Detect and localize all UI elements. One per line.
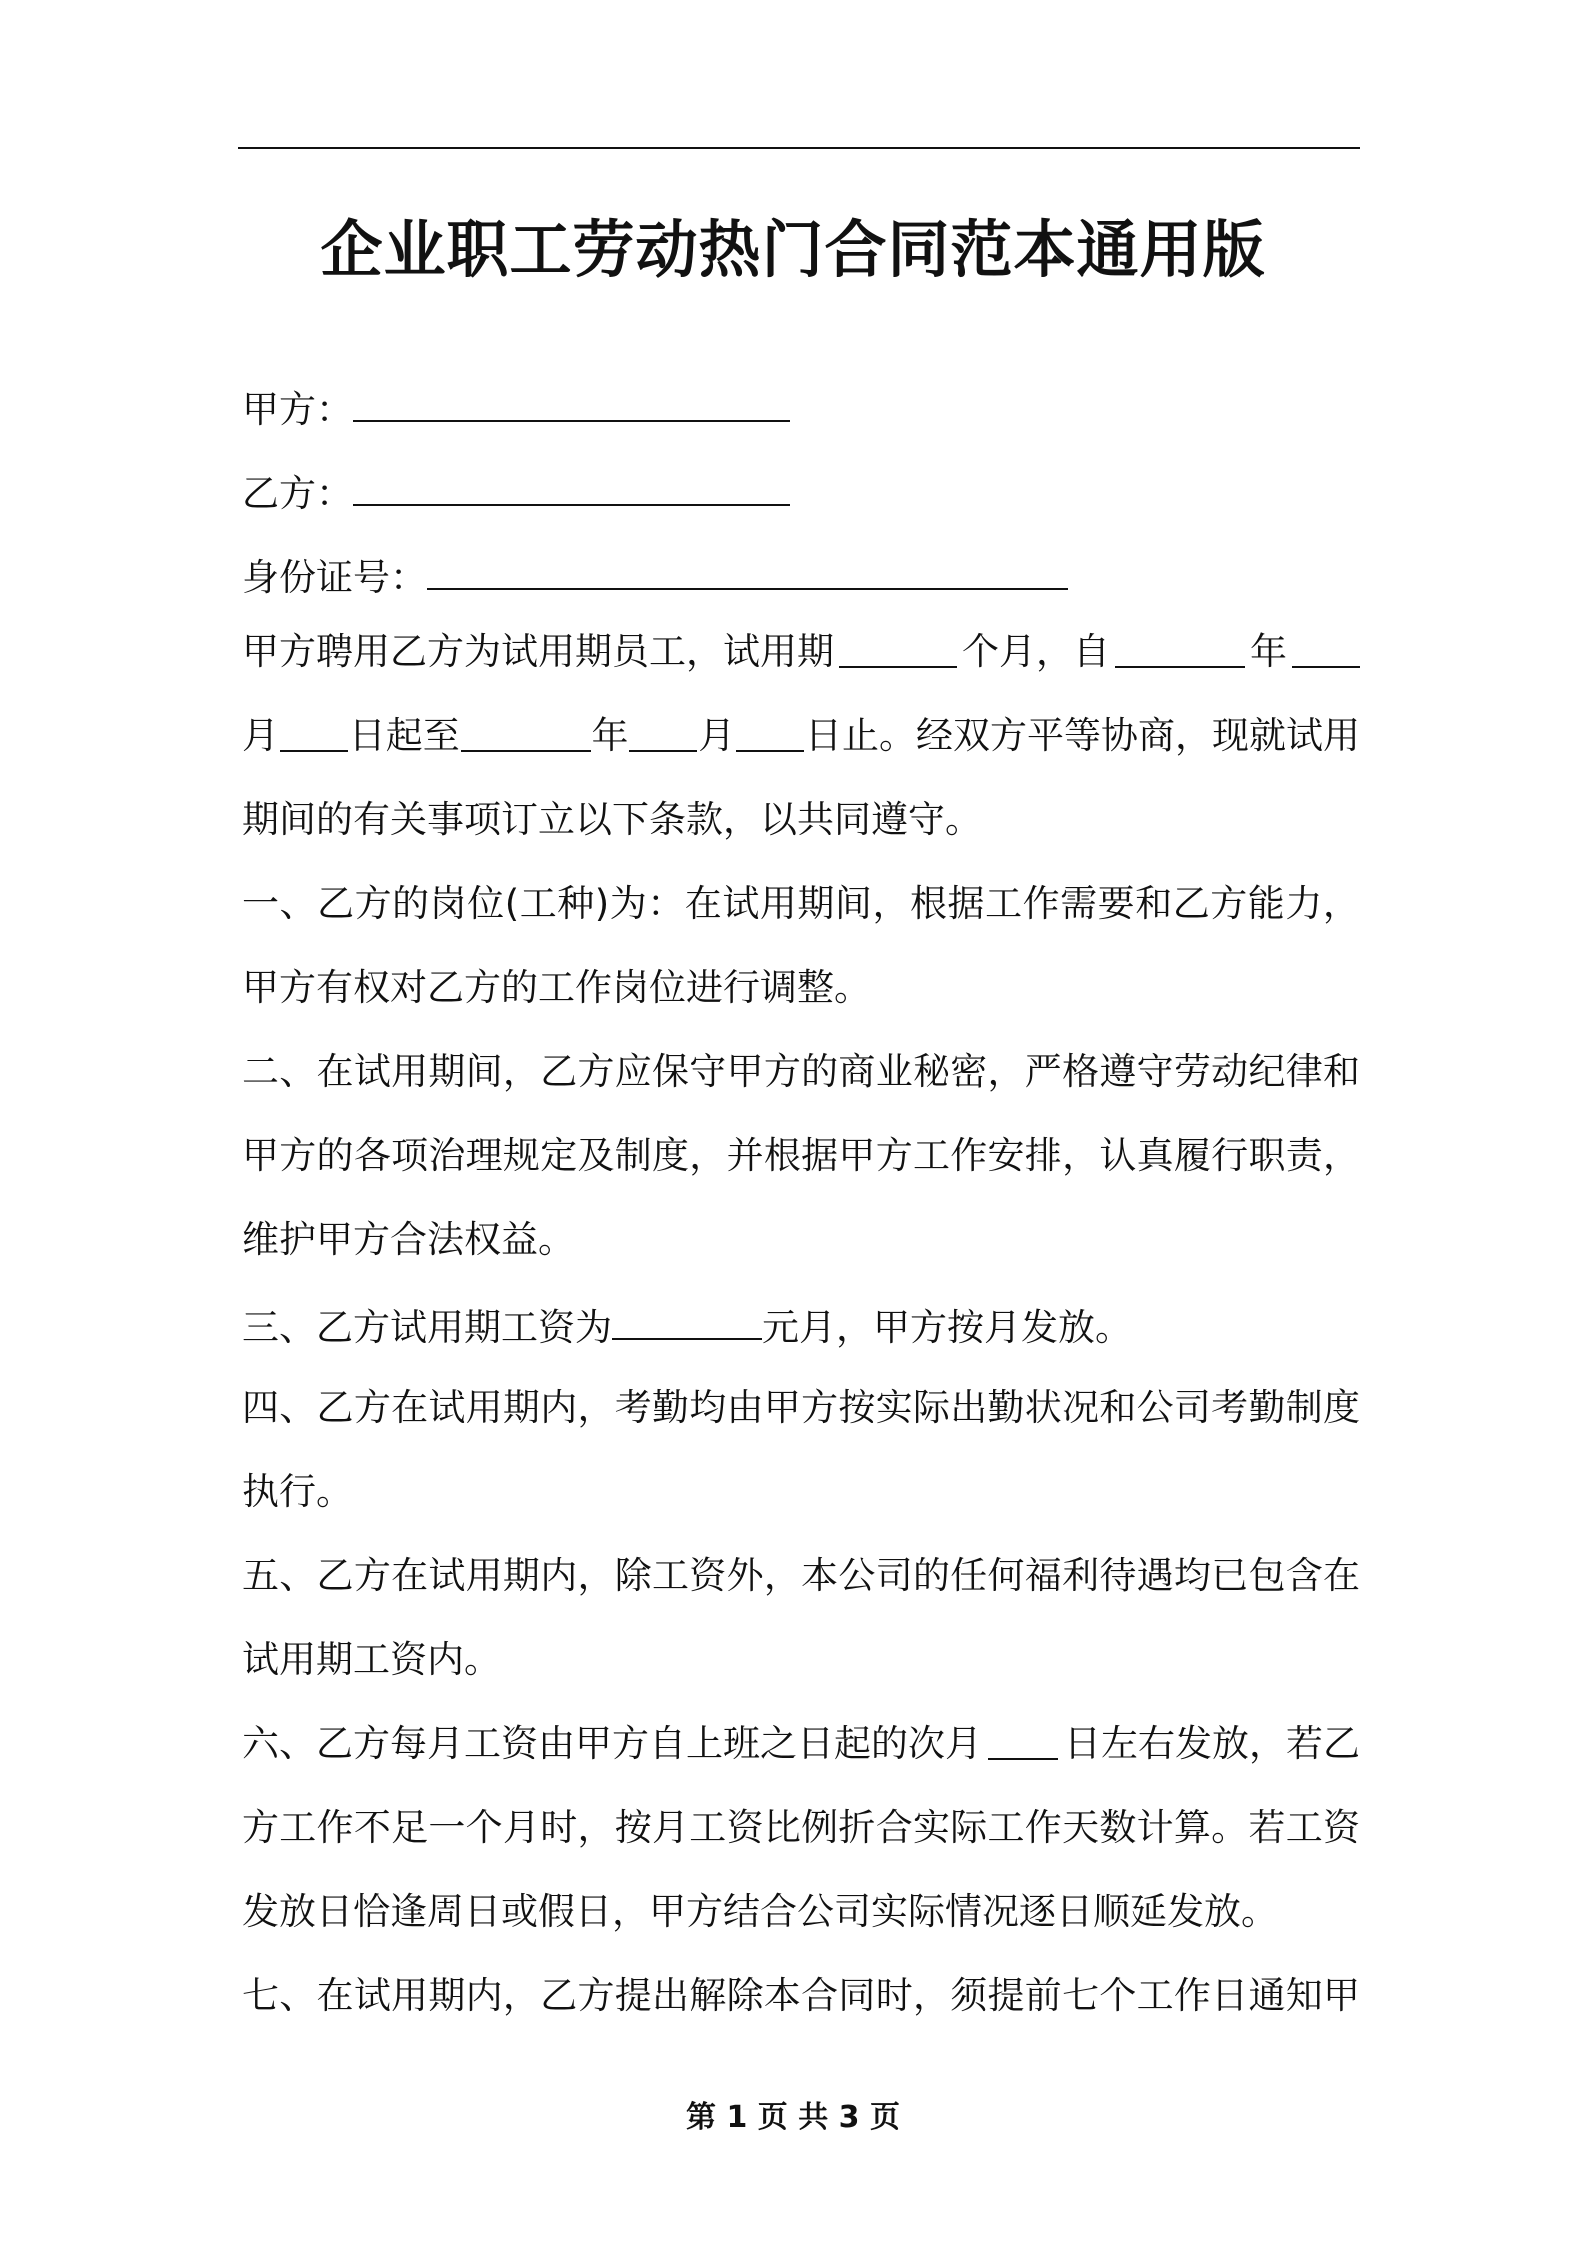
clause-5-line-1: 五、乙方在试用期内，除工资外，本公司的任何福利待遇均已包含在: [242, 1554, 1361, 1597]
clause-5-line-2: 试用期工资内。: [242, 1638, 501, 1681]
clause-3-line-1: [242, 1300, 1360, 1384]
party-b-blank: [353, 466, 790, 506]
party-a-blank: [353, 382, 790, 422]
clause-4-line-1: 四、乙方在试用期内，考勤均由甲方按实际出勤状况和公司考勤制度: [242, 1386, 1361, 1429]
party-b-label: 乙方：: [242, 472, 353, 515]
intro-line-1: [242, 628, 1360, 712]
intro-text: 日止。经双方平等协商，现就试用: [805, 714, 1360, 757]
intro-text: 年: [591, 714, 629, 757]
start-month-blank: [1292, 628, 1360, 668]
id-number-blank: [427, 550, 1068, 590]
salary-blank: [612, 1300, 762, 1340]
probation-months-blank: [839, 628, 957, 668]
clause-2-line-1: 二、在试用期间，乙方应保守甲方的商业秘密，严格遵守劳动纪律和: [242, 1050, 1361, 1093]
intro-text: 月: [698, 714, 736, 757]
party-a-field: [242, 382, 790, 434]
clause-6-line-1: [242, 1720, 1360, 1804]
end-day-blank: [736, 712, 804, 752]
start-day-blank: [280, 712, 348, 752]
party-a-label: 甲方：: [242, 388, 353, 431]
id-number-label: 身份证号：: [242, 556, 427, 599]
document-title: 企业职工劳动热门合同范本通用版: [320, 213, 1266, 286]
intro-line-2: [242, 712, 1360, 796]
party-b-field: [242, 466, 790, 518]
intro-text: 月: [242, 714, 279, 757]
clause-7-line-1: 七、在试用期内，乙方提出解除本合同时，须提前七个工作日通知甲: [242, 1974, 1361, 2017]
clause-3-text: 元月，甲方按月发放。: [762, 1306, 1132, 1349]
clause-6-line-3: 发放日恰逢周日或假日，甲方结合公司实际情况逐日顺延发放。: [242, 1890, 1278, 1933]
end-month-blank: [629, 712, 697, 752]
clause-6-text: 六、乙方每月工资由甲方自上班之日起的次月: [242, 1722, 982, 1765]
intro-line-3: 期间的有关事项订立以下条款，以共同遵守。: [242, 798, 982, 841]
id-number-field: [242, 550, 1068, 602]
intro-text: 甲方聘用乙方为试用期员工，试用期: [242, 630, 834, 673]
clause-4-line-2: 执行。: [242, 1470, 353, 1513]
end-year-blank: [461, 712, 591, 752]
clause-1-line-2: 甲方有权对乙方的工作岗位进行调整。: [242, 966, 871, 1009]
clause-6-line-2: 方工作不足一个月时，按月工资比例折合实际工作天数计算。若工资: [242, 1806, 1361, 1849]
page-number: 第 1 页 共 3 页: [686, 2100, 900, 2135]
clause-2-line-3: 维护甲方合法权益。: [242, 1218, 575, 1261]
header-rule: [238, 147, 1360, 149]
intro-text: 年: [1250, 630, 1287, 673]
start-year-blank: [1115, 628, 1245, 668]
intro-text: 日起至: [348, 714, 460, 757]
pay-day-blank: [988, 1720, 1058, 1760]
clause-2-line-2: 甲方的各项治理规定及制度，并根据甲方工作安排，认真履行职责，: [242, 1134, 1361, 1177]
clause-6-text: 日左右发放，若乙: [1064, 1722, 1360, 1765]
contract-body: [242, 628, 1360, 2056]
intro-text: 个月，自: [962, 630, 1110, 673]
clause-1-line-1: 一、乙方的岗位(工种)为：在试用期间，根据工作需要和乙方能力，: [242, 882, 1361, 925]
clause-3-text: 三、乙方试用期工资为: [242, 1306, 612, 1349]
